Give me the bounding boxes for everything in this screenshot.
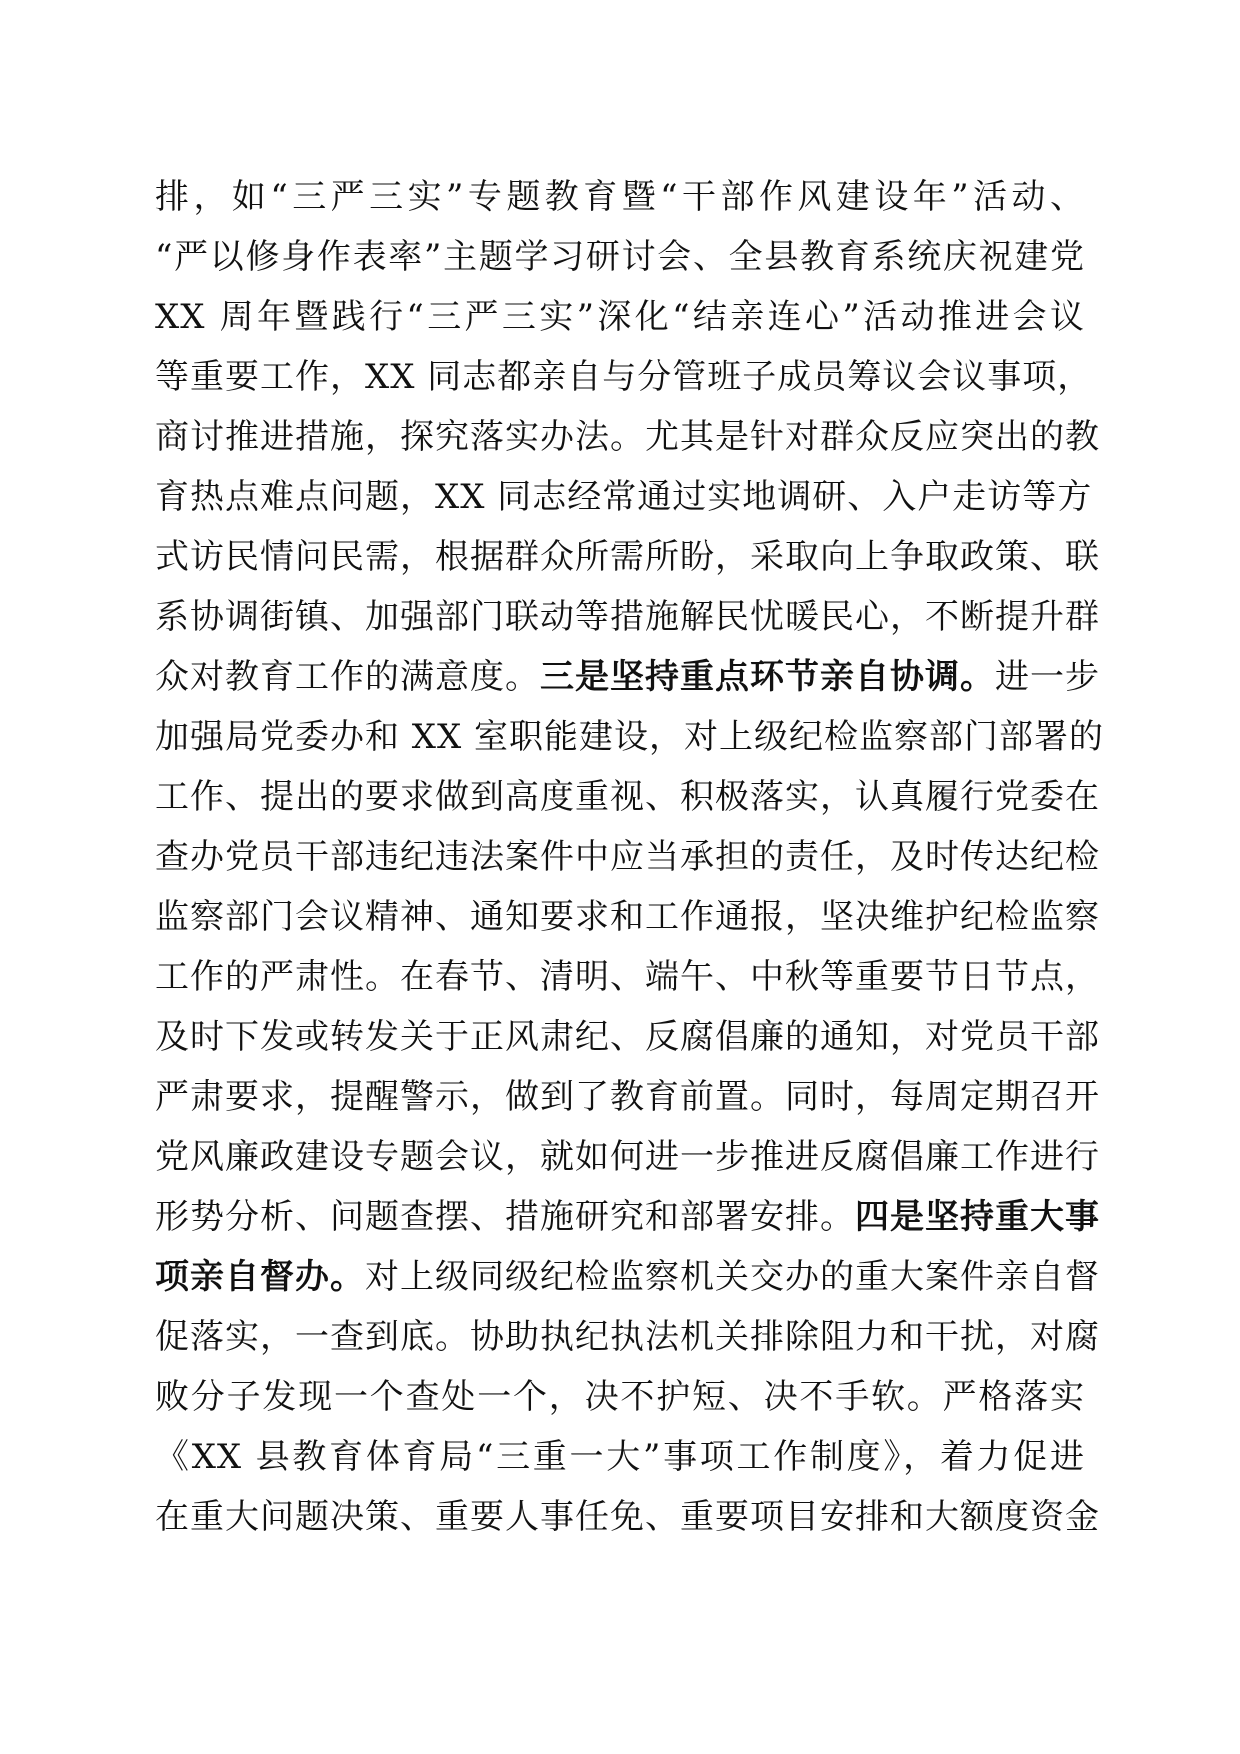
paragraph-text: 商讨推进措施，探究落实办法。尤其是针对群众反应突出的教 bbox=[155, 417, 1100, 457]
text-line bbox=[155, 1067, 1100, 1127]
text-line bbox=[155, 1127, 1100, 1187]
paragraph-text: 工作的严肃性。在春节、清明、端午、中秋等重要节日节点， bbox=[155, 957, 1100, 997]
paragraph-text: 监察部门会议精神、通知要求和工作通报，坚决维护纪检监察 bbox=[155, 897, 1100, 937]
paragraph-text: 查办党员干部违纪违法案件中应当承担的责任，及时传达纪检 bbox=[155, 837, 1100, 877]
paragraph-text: 及时下发或转发关于正风肃纪、反腐倡廉的通知，对党员干部 bbox=[155, 1017, 1100, 1057]
text-line bbox=[155, 407, 1100, 467]
paragraph-text: 在重大问题决策、重要人事任免、重要项目安排和大额度资金 bbox=[155, 1497, 1100, 1537]
text-line bbox=[155, 467, 1093, 527]
paragraph-text: 加强局党委办和 XX 室职能建设，对上级纪检监察部门部署的 bbox=[155, 717, 1105, 757]
paragraph-text: 排，如“三严三实”专题教育暨“干部作风建设年”活动、 bbox=[155, 177, 1085, 217]
text-line bbox=[155, 767, 1100, 827]
bold-heading-text: 项亲自督办。 bbox=[155, 1257, 365, 1297]
text-line bbox=[155, 527, 1100, 587]
text-line bbox=[155, 1187, 1100, 1247]
text-line bbox=[155, 1427, 1085, 1487]
text-line bbox=[155, 1367, 1085, 1427]
body-paragraph bbox=[155, 167, 1105, 1547]
text-line bbox=[155, 167, 1085, 227]
paragraph-text: XX 周年暨践行“三严三实”深化“结亲连心”活动推进会议 bbox=[155, 297, 1085, 337]
text-line bbox=[155, 647, 1100, 707]
paragraph-text: 进一步 bbox=[995, 657, 1100, 697]
text-line bbox=[155, 587, 1100, 647]
text-line bbox=[155, 1007, 1100, 1067]
text-line bbox=[155, 707, 1105, 767]
paragraph-text: 系协调街镇、加强部门联动等措施解民忧暖民心，不断提升群 bbox=[155, 597, 1100, 637]
bold-heading-text: 三是坚持重点环节亲自协调。 bbox=[540, 657, 995, 697]
paragraph-text: 严肃要求，提醒警示，做到了教育前置。同时，每周定期召开 bbox=[155, 1077, 1100, 1117]
paragraph-text: 工作、提出的要求做到高度重视、积极落实，认真履行党委在 bbox=[155, 777, 1100, 817]
paragraph-text: 败分子发现一个查处一个，决不护短、决不手软。严格落实 bbox=[155, 1377, 1085, 1417]
paragraph-text: 育热点难点问题，XX 同志经常通过实地调研、入户走访等方 bbox=[155, 477, 1093, 517]
text-line bbox=[155, 947, 1100, 1007]
paragraph-text: 式访民情问民需，根据群众所需所盼，采取向上争取政策、联 bbox=[155, 537, 1100, 577]
bold-heading-text: 四是坚持重大事 bbox=[855, 1197, 1100, 1237]
text-line bbox=[155, 1247, 1100, 1307]
paragraph-text: 形势分析、问题查摆、措施研究和部署安排。 bbox=[155, 1197, 855, 1237]
paragraph-text: 《XX 县教育体育局“三重一大”事项工作制度》，着力促进 bbox=[155, 1437, 1085, 1477]
text-line bbox=[155, 1307, 1100, 1367]
paragraph-text: 党风廉政建设专题会议，就如何进一步推进反腐倡廉工作进行 bbox=[155, 1137, 1100, 1177]
text-line bbox=[155, 1487, 1100, 1547]
text-line bbox=[155, 347, 1093, 407]
text-line bbox=[155, 827, 1100, 887]
text-line bbox=[155, 287, 1085, 347]
paragraph-text: “严以修身作表率”主题学习研讨会、全县教育系统庆祝建党 bbox=[155, 237, 1085, 277]
paragraph-text: 等重要工作，XX 同志都亲自与分管班子成员筹议会议事项， bbox=[155, 357, 1093, 397]
paragraph-text: 众对教育工作的满意度。 bbox=[155, 657, 540, 697]
paragraph-text: 对上级同级纪检监察机关交办的重大案件亲自督 bbox=[365, 1257, 1100, 1297]
paragraph-text: 促落实，一查到底。协助执纪执法机关排除阻力和干扰，对腐 bbox=[155, 1317, 1100, 1357]
text-line bbox=[155, 227, 1085, 287]
text-line bbox=[155, 887, 1100, 947]
